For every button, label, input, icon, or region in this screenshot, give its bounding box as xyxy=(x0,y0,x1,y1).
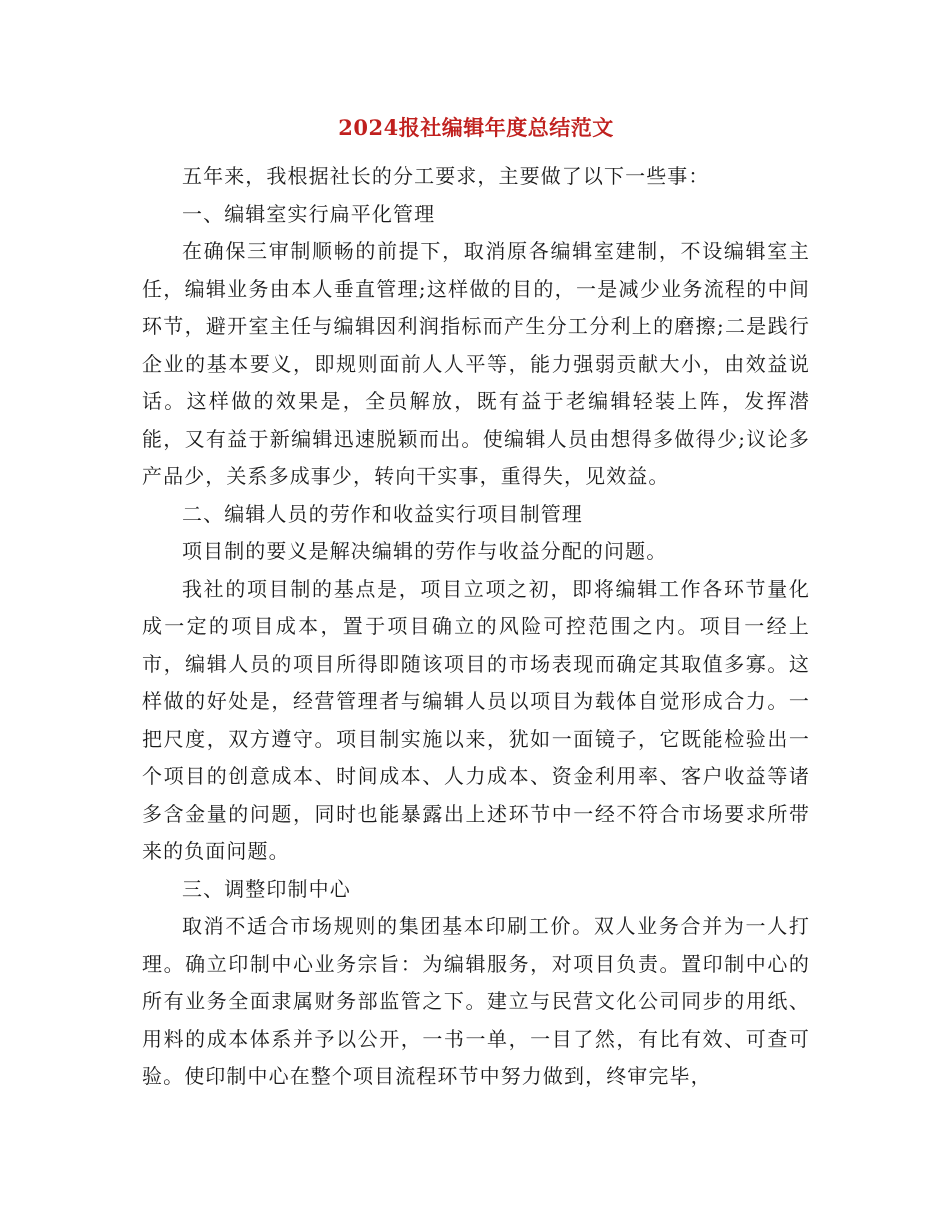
paragraph-section-1: 在确保三审制顺畅的前提下，取消原各编辑室建制，不设编辑室主任，编辑业务由本人垂直管理;这样做的目的，一是减少业务流程的中间环节，避开室主任与编辑因利润指标而产生分工分利上的磨擦;二是践行企业的基本要义，即规则面前人人平等，能力强弱贡献大小，由效益说话。这样做的效果是，全员解放，既有益于老编辑轻装上阵，发挥潜能，又有益于新编辑迅速脱颖而出。使编辑人员由想得多做得少;议论多产品少，关系多成事少，转向干实事，重得失，见效益。 xyxy=(142,239,810,488)
paragraph-intro: 五年来，我根据社长的分工要求，主要做了以下一些事： xyxy=(182,164,710,188)
paragraph-section-2-b: 我社的项目制的基点是，项目立项之初，即将编辑工作各环节量化成一定的项目成本，置于项目确立的风险可控范围之内。项目一经上市，编辑人员的项目所得即随该项目的市场表现而确定其取值多寡。这样做的好处是，经营管理者与编辑人员以项目为载体自觉形成合力。一把尺度，双方遵守。项目制实施以来，犹如一面镜子，它既能检验出一个项目的创意成本、时间成本、人力成本、资金利用率、客户收益等诸多含金量的问题，同时也能暴露出上述环节中一经不符合市场要求所带来的负面问题。 xyxy=(142,576,810,863)
section-heading-2: 二、编辑人员的劳作和收益实行项目制管理 xyxy=(182,501,583,526)
section-heading-3: 三、调整印制中心 xyxy=(182,876,351,901)
paragraph-section-3: 取消不适合市场规则的集团基本印刷工价。双人业务合并为一人打理。确立印制中心业务宗旨：为编辑服务，对项目负责。置印制中心的所有业务全面隶属财务部监管之下。建立与民营文化公司同步的用纸、用料的成本体系并予以公开，一书一单，一目了然，有比有效、可查可验。使印制中心在整个项目流程环节中努力做到，终审完毕， xyxy=(142,914,810,1088)
section-heading-1: 一、编辑室实行扁平化管理 xyxy=(182,201,436,226)
document-title: 2024报社编辑年度总结范文 xyxy=(338,115,614,140)
paragraph-section-2-a: 项目制的要义是解决编辑的劳作与收益分配的问题。 xyxy=(182,539,668,563)
